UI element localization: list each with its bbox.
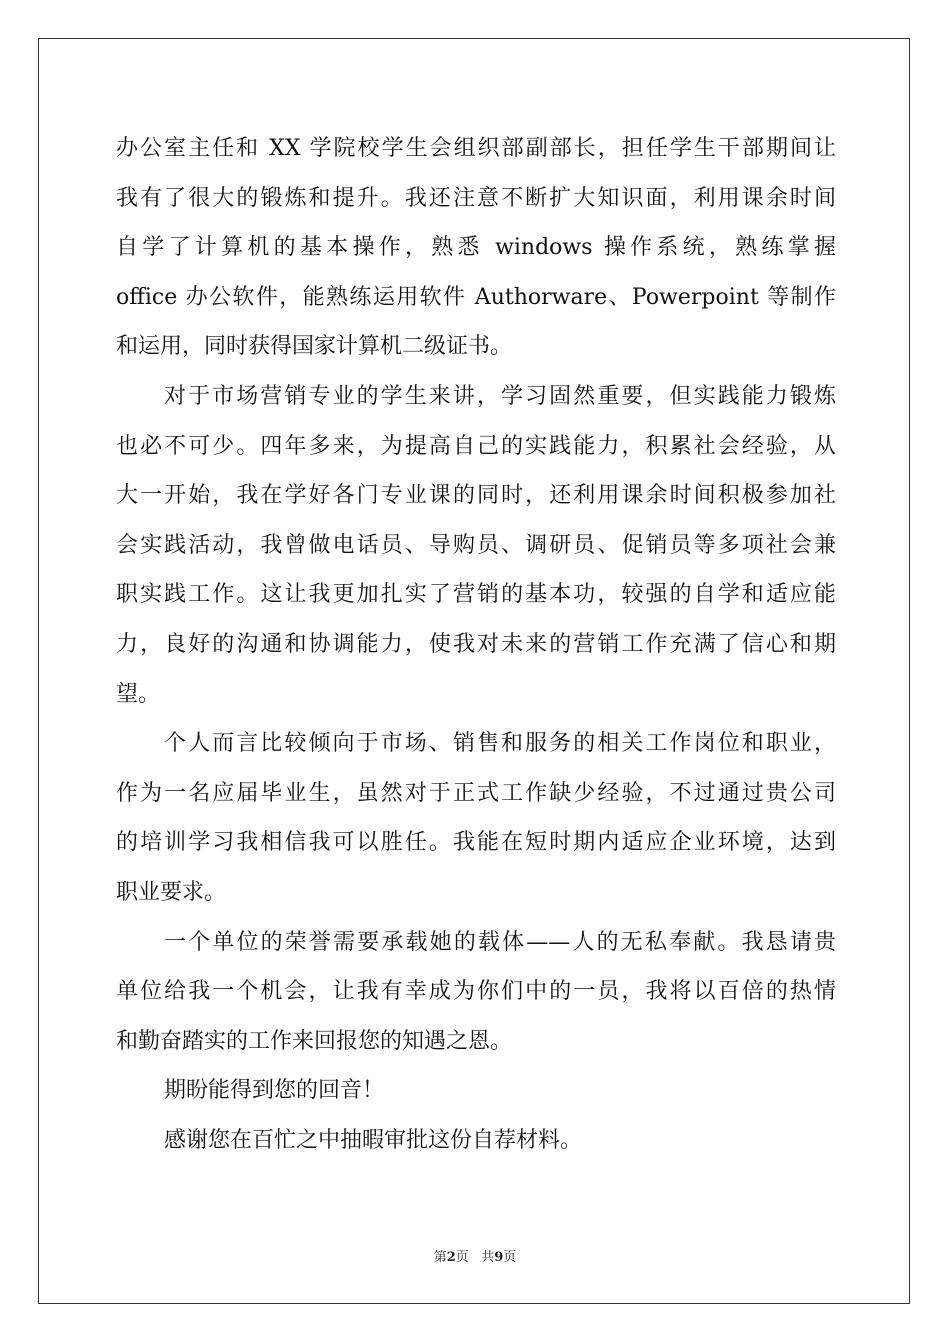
- total-prefix: 共: [481, 1250, 495, 1265]
- page-number: 2: [446, 1250, 456, 1265]
- text-line: 职实践工作。这让我更加扎实了营销的基本功，较强的自学和适应能: [116, 582, 836, 608]
- page-suffix: 页: [455, 1250, 469, 1265]
- text-line: 的培训学习我相信我可以胜任。我能在短时期内适应企业环境，达到: [116, 830, 836, 856]
- text-line: 和运用，同时获得国家计算机二级证书。: [116, 334, 513, 360]
- text-line: 自学了计算机的基本操作，熟悉 windows 操作系统，熟练掌握: [116, 235, 836, 261]
- text-line: 期盼能得到您的回音！: [164, 1078, 385, 1104]
- total-pages: 9: [494, 1250, 504, 1265]
- text-line: 和勤奋踏实的工作来回报您的知遇之恩。: [116, 1028, 513, 1054]
- text-line: 单位给我一个机会，让我有幸成为你们中的一员，我将以百倍的热情: [116, 979, 836, 1005]
- document-body: [116, 124, 836, 1165]
- page-prefix: 第: [433, 1250, 447, 1265]
- text-line: 办公室主任和 XX 学院校学生会组织部副部长，担任学生干部期间让: [116, 136, 836, 161]
- text-line: 感谢您在百忙之中抽暇审批这份自荐材料。: [164, 1127, 583, 1153]
- text-line: 作为一名应届毕业生，虽然对于正式工作缺少经验，不过通过贵公司: [116, 780, 836, 806]
- text-line: 望。: [116, 681, 161, 707]
- page-footer: [0, 1246, 950, 1265]
- text-line: 个人而言比较倾向于市场、销售和服务的相关工作岗位和职业，: [164, 731, 836, 757]
- text-line: 我有了很大的锻炼和提升。我还注意不断扩大知识面，利用课余时间: [116, 185, 836, 211]
- text-line: 也必不可少。四年多来，为提高自己的实践能力，积累社会经验，从: [116, 433, 836, 459]
- text-line: 对于市场营销专业的学生来讲，学习固然重要，但实践能力锻炼: [164, 383, 836, 409]
- text-line: office 办公软件，能熟练运用软件 Authorware、Powerpoint 等制作: [116, 284, 836, 310]
- text-line: 力，良好的沟通和协调能力，使我对未来的营销工作充满了信心和期: [116, 631, 836, 657]
- text-line: 职业要求。: [116, 879, 227, 905]
- text-line: 大一开始，我在学好各门专业课的同时，还利用课余时间积极参加社: [116, 483, 836, 509]
- text-line: 会实践活动，我曾做电话员、导购员、调研员、促销员等多项社会兼: [116, 532, 836, 558]
- text-line: 一个单位的荣誉需要承载她的载体——人的无私奉献。我恳请贵: [164, 929, 836, 955]
- total-suffix: 页: [503, 1250, 517, 1265]
